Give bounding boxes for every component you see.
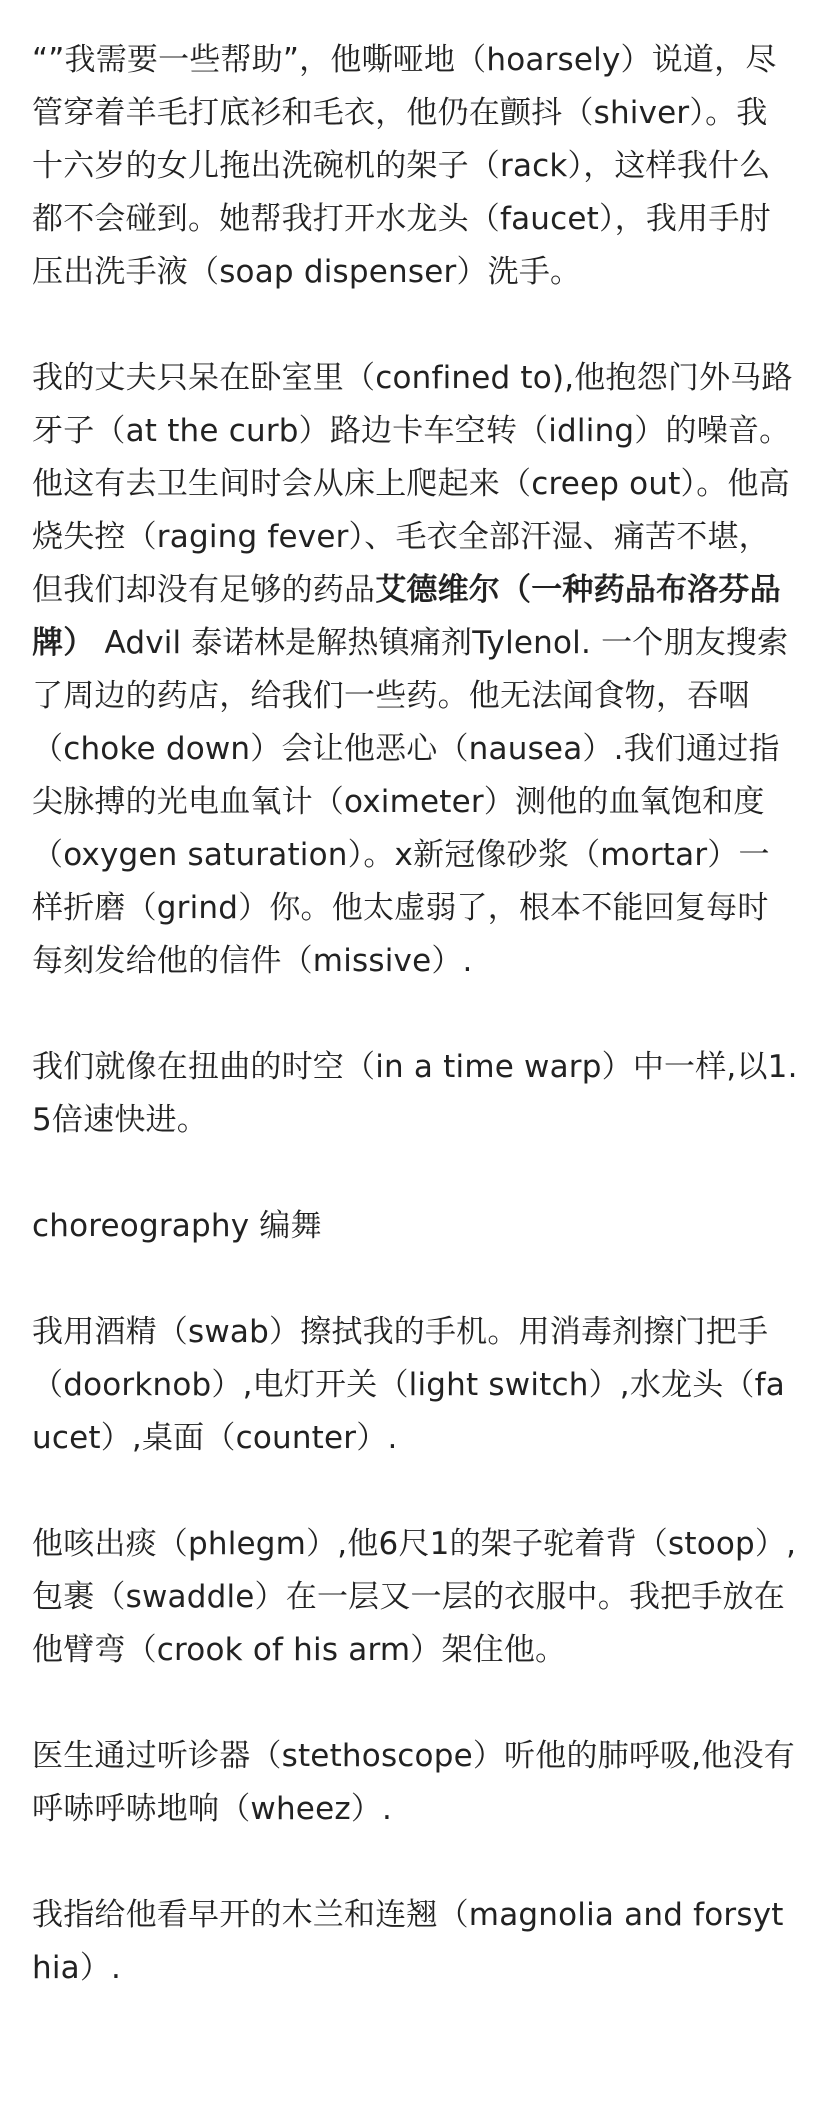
bold-drug-brand: 艾德维尔（一种药品布洛芬品牌）	[32, 572, 781, 661]
paragraph-text: 我的丈夫只呆在卧室里（confined to),他抱怨门外马路牙子（at the curb）路边卡车空转（idling）的噪音。他这有去卫生间时会从床上爬起来（creep out）。他高烧失控（raging fever）、毛衣全部汗湿、痛苦不堪，但我们却没有足够的药品	[32, 360, 793, 608]
paragraph-choreography: choreography 编舞	[32, 1208, 322, 1244]
paragraph-help-request: “”我需要一些帮助”，他嘶哑地（hoarsely）说道，尽管穿着羊毛打底衫和毛衣，他仍在颤抖（shiver）。我十六岁的女儿拖出洗碗机的架子（rack），这样我什么都不会碰到。她帮我打开水龙头（faucet），我用手肘压出洗手液（soap dispenser）洗手。	[32, 42, 777, 290]
paragraph-husband-illness	[32, 352, 798, 988]
paragraph-time-warp: 我们就像在扭曲的时空（in a time warp）中一样,以1.5倍速快进。	[32, 1049, 798, 1138]
paragraph-magnolia: 我指给他看早开的木兰和连翘（magnolia and forsythia）.	[32, 1897, 784, 1986]
paragraph-stethoscope: 医生通过听诊器（stethoscope）听他的肺呼吸,他没有 呼哧呼哧地响（wheez）.	[32, 1738, 795, 1827]
paragraph-disinfecting: 我用酒精（swab）擦拭我的手机。用消毒剂擦门把手（doorknob）,电灯开关（light switch）,水龙头（faucet）,桌面（counter）.	[32, 1314, 785, 1456]
paragraph-text: Advil 泰诺林是解热镇痛剂Tylenol. 一个朋友搜索了周边的药店，给我们一些药。他无法闻食物，吞咽（choke down）会让他恶心（nausea）.我们通过指尖脉搏的光电血氧计（oximeter）测他的血氧饱和度（oxygen saturation）。x新冠像砂浆（mortar）一样折磨（grind）你。他太虚弱了，根本不能回复每时每刻发给他的信件（missive）.	[32, 625, 789, 979]
paragraph-phlegm: 他咳出痰（phlegm）,他6尺1的架子驼着背（stoop）,包裹（swaddle）在一层又一层的衣服中。我把手放在他臂弯（crook of his arm）架住他。	[32, 1526, 797, 1668]
